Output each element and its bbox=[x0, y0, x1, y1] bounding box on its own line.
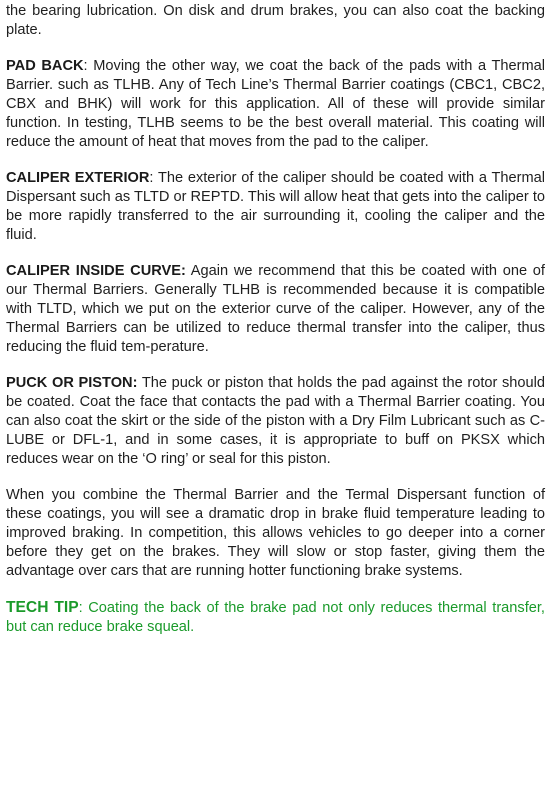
paragraph-caliper-exterior bbox=[6, 169, 545, 245]
paragraph-puck-or-piston bbox=[6, 374, 545, 469]
paragraph-text: : Moving the other way, we coat the back of the pads with a Thermal Barrier. such as TLHB. Any of Tech Line’s Thermal Barrier coatings (CBC1, CBC2, CBX and BHK) will work for this application. All of these will provide similar function. In testing, TLHB seems to be the best overall material. This coating will reduce the amount of heat that moves from the pad to the caliper. bbox=[6, 58, 545, 150]
paragraph-text: When you combine the Thermal Barrier and the Termal Dispersant function of these coatings, you will see a dramatic drop in brake fluid temperature leading to improved braking. In competition, this allows vehicles to go deeper into a corner before they get on the brakes. They will slow or stop faster, giving them the advantage over cars that are running hotter functioning brake systems. bbox=[6, 487, 545, 579]
section-heading-pad-back: PAD BACK bbox=[6, 58, 84, 74]
document-page bbox=[6, 2, 545, 637]
paragraph-summary bbox=[6, 486, 545, 581]
paragraph-pad-back bbox=[6, 57, 545, 152]
tech-tip-heading: TECH TIP bbox=[6, 599, 79, 616]
tech-tip-text: : Coating the back of the brake pad not only reduces thermal transfer, but can reduce brake squeal. bbox=[6, 600, 545, 635]
section-heading-puck-or-piston: PUCK OR PISTON: bbox=[6, 375, 138, 391]
section-heading-caliper-inside-curve: CALIPER INSIDE CURVE: bbox=[6, 263, 186, 279]
paragraph-text: the bearing lubrication. On disk and drum brakes, you can also coat the backing plate. bbox=[6, 3, 545, 38]
section-heading-caliper-exterior: CALIPER EXTERIOR bbox=[6, 170, 150, 186]
paragraph-bearing-lubrication bbox=[6, 2, 545, 40]
paragraph-text: Again we recommend that this be coated with one of our Thermal Barriers. Generally TLHB is recommended because it is compatible with TLTD, which we put on the exterior curve of the caliper. However, any of the Thermal Barriers can be utilized to reduce thermal transfer into the caliper, thus reducing the fluid tem-perature. bbox=[6, 263, 545, 355]
paragraph-text: : The exterior of the caliper should be coated with a Thermal Dispersant such as TLTD or REPTD. This will allow heat that gets into the caliper to be more rapidly transferred to the air surrounding it, cooling the caliper and the fluid. bbox=[6, 170, 545, 243]
paragraph-text: The puck or piston that holds the pad against the rotor should be coated. Coat the face that contacts the pad with a Thermal Barrier coating. You can also coat the skirt or the side of the piston with a Dry Film Lubricant such as C-LUBE or DFL-1, and in some cases, it is appropriate to buff on PKSX which reduces wear on the ‘O ring’ or seal for this piston. bbox=[6, 375, 545, 467]
tech-tip bbox=[6, 598, 545, 637]
paragraph-caliper-inside-curve bbox=[6, 262, 545, 357]
